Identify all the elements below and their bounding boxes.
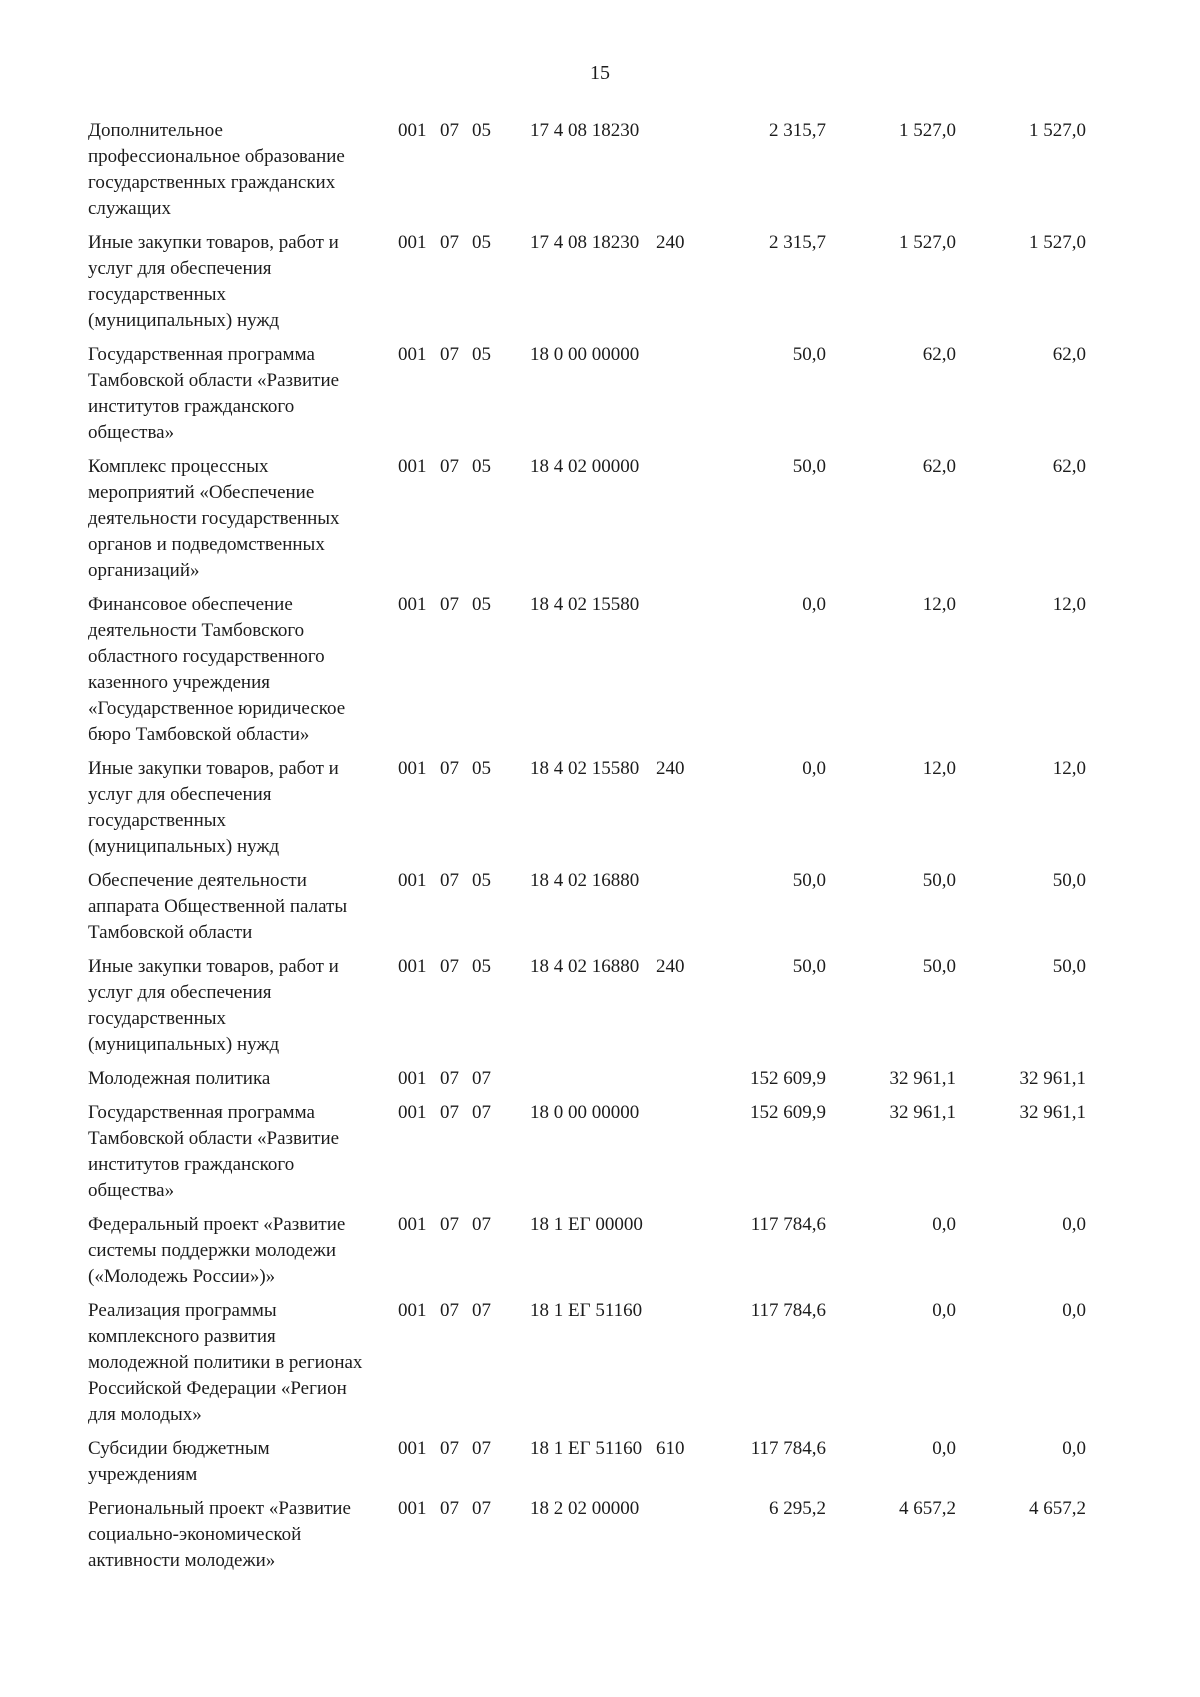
- table-row: [88, 1212, 1086, 1298]
- row-cs: 18 4 02 16880: [530, 956, 640, 977]
- row-v2: 12,0: [922, 758, 956, 779]
- row-rz: 07: [440, 1498, 459, 1519]
- row-ved: 001: [398, 120, 427, 141]
- table-row: [88, 118, 1086, 230]
- row-v2: 0,0: [932, 1214, 956, 1235]
- row-name: Финансовое обеспечение деятельности Тамбовского областного государственного казенного учреждения «Государственное юридическое бюро Тамбовской области»: [88, 594, 346, 745]
- row-cs: 17 4 08 18230: [530, 120, 640, 141]
- row-name: Иные закупки товаров, работ и услуг для обеспечения государственных (муниципальных) нужд: [88, 232, 339, 331]
- row-rz: 07: [440, 456, 459, 477]
- row-v2: 0,0: [932, 1438, 956, 1459]
- row-v3: 0,0: [1062, 1214, 1086, 1235]
- row-vr: [650, 118, 706, 230]
- row-ved: 001: [398, 594, 427, 615]
- row-vr: [650, 1066, 706, 1100]
- row-cs: 18 1 ЕГ 00000: [530, 1214, 643, 1235]
- row-ved: 001: [398, 956, 427, 977]
- row-vr: 240: [656, 758, 685, 779]
- row-rz: 07: [440, 1214, 459, 1235]
- row-ved: 001: [398, 456, 427, 477]
- row-v1: 50,0: [792, 456, 826, 477]
- row-v2: 4 657,2: [899, 1498, 956, 1519]
- table-row: [88, 230, 1086, 342]
- row-pr: 07: [472, 1068, 491, 1089]
- row-ved: 001: [398, 1102, 427, 1123]
- row-name: Комплекс процессных мероприятий «Обеспечение деятельности государственных органов и подведомственных организаций»: [88, 456, 340, 581]
- row-v3: 50,0: [1052, 870, 1086, 891]
- row-v3: 32 961,1: [1019, 1102, 1086, 1123]
- row-rz: 07: [440, 120, 459, 141]
- row-ved: 001: [398, 1498, 427, 1519]
- row-v1: 0,0: [802, 594, 826, 615]
- table-row: [88, 1496, 1086, 1582]
- row-v1: 117 784,6: [750, 1438, 826, 1459]
- row-cs: 18 0 00 00000: [530, 1102, 640, 1123]
- row-rz: 07: [440, 1068, 459, 1089]
- row-v3: 62,0: [1052, 456, 1086, 477]
- row-name: Субсидии бюджетным учреждениям: [88, 1438, 270, 1485]
- row-v1: 50,0: [792, 870, 826, 891]
- row-v2: 62,0: [922, 344, 956, 365]
- row-name: Государственная программа Тамбовской области «Развитие институтов гражданского общества»: [88, 344, 340, 443]
- row-pr: 07: [472, 1438, 491, 1459]
- row-v3: 62,0: [1052, 344, 1086, 365]
- row-pr: 07: [472, 1214, 491, 1235]
- row-rz: 07: [440, 594, 459, 615]
- row-v2: 1 527,0: [899, 120, 956, 141]
- row-ved: 001: [398, 1214, 427, 1235]
- table-row: [88, 868, 1086, 954]
- row-v1: 6 295,2: [769, 1498, 826, 1519]
- row-vr: [650, 1298, 706, 1436]
- row-cs: 18 4 02 15580: [530, 758, 640, 779]
- row-v2: 1 527,0: [899, 232, 956, 253]
- row-pr: 07: [472, 1102, 491, 1123]
- row-rz: 07: [440, 232, 459, 253]
- row-name: Дополнительное профессиональное образование государственных гражданских служащих: [88, 120, 345, 219]
- row-vr: [650, 1496, 706, 1582]
- row-v2: 12,0: [922, 594, 956, 615]
- row-cs: 18 4 02 15580: [530, 594, 640, 615]
- row-vr: [650, 342, 706, 454]
- row-name: Молодежная политика: [88, 1068, 271, 1089]
- row-pr: 07: [472, 1300, 491, 1321]
- table-body: [88, 118, 1086, 1582]
- row-pr: 05: [472, 120, 491, 141]
- row-pr: 07: [472, 1498, 491, 1519]
- row-pr: 05: [472, 956, 491, 977]
- row-v1: 152 609,9: [750, 1068, 826, 1089]
- page-number: 15: [590, 62, 610, 84]
- row-name: Иные закупки товаров, работ и услуг для обеспечения государственных (муниципальных) нужд: [88, 956, 339, 1055]
- row-v1: 2 315,7: [769, 120, 826, 141]
- row-rz: 07: [440, 870, 459, 891]
- row-v1: 152 609,9: [750, 1102, 826, 1123]
- row-v3: 1 527,0: [1029, 120, 1086, 141]
- row-v2: 32 961,1: [889, 1102, 956, 1123]
- row-ved: 001: [398, 1438, 427, 1459]
- row-name: Иные закупки товаров, работ и услуг для обеспечения государственных (муниципальных) нужд: [88, 758, 339, 857]
- row-v3: 50,0: [1052, 956, 1086, 977]
- row-cs: 18 1 ЕГ 51160: [530, 1300, 643, 1321]
- row-cs: 18 0 00 00000: [530, 344, 640, 365]
- table-row: [88, 1100, 1086, 1212]
- table-row: [88, 592, 1086, 756]
- row-pr: 05: [472, 456, 491, 477]
- row-v2: 0,0: [932, 1300, 956, 1321]
- row-vr: [650, 868, 706, 954]
- row-cs: [512, 1066, 650, 1100]
- table-row: [88, 454, 1086, 592]
- row-cs: 18 1 ЕГ 51160: [530, 1438, 643, 1459]
- row-pr: 05: [472, 344, 491, 365]
- row-vr: [650, 1100, 706, 1212]
- row-rz: 07: [440, 1300, 459, 1321]
- row-v3: 4 657,2: [1029, 1498, 1086, 1519]
- row-ved: 001: [398, 758, 427, 779]
- table-row: [88, 954, 1086, 1066]
- row-name: Федеральный проект «Развитие системы поддержки молодежи («Молодежь России»)»: [88, 1214, 346, 1287]
- row-name: Государственная программа Тамбовской области «Развитие институтов гражданского общества»: [88, 1102, 340, 1201]
- row-v3: 0,0: [1062, 1300, 1086, 1321]
- row-v2: 50,0: [922, 956, 956, 977]
- row-cs: 18 4 02 16880: [530, 870, 640, 891]
- row-v1: 2 315,7: [769, 232, 826, 253]
- row-v3: 12,0: [1052, 594, 1086, 615]
- row-v3: 0,0: [1062, 1438, 1086, 1459]
- row-ved: 001: [398, 232, 427, 253]
- row-name: Обеспечение деятельности аппарата Общественной палаты Тамбовской области: [88, 870, 348, 943]
- row-pr: 05: [472, 232, 491, 253]
- row-vr: [650, 1212, 706, 1298]
- row-vr: [650, 592, 706, 756]
- row-rz: 07: [440, 758, 459, 779]
- row-v1: 50,0: [792, 344, 826, 365]
- table-row: [88, 1436, 1086, 1496]
- row-v2: 62,0: [922, 456, 956, 477]
- row-v2: 32 961,1: [889, 1068, 956, 1089]
- row-name: Региональный проект «Развитие социально-экономической активности молодежи»: [88, 1498, 351, 1571]
- row-rz: 07: [440, 1438, 459, 1459]
- row-pr: 05: [472, 594, 491, 615]
- row-vr: 240: [656, 232, 685, 253]
- table-row: [88, 1298, 1086, 1436]
- row-vr: 610: [656, 1438, 685, 1459]
- table-row: [88, 1066, 1086, 1100]
- row-v2: 50,0: [922, 870, 956, 891]
- budget-table: [88, 118, 1086, 1582]
- row-pr: 05: [472, 870, 491, 891]
- row-ved: 001: [398, 344, 427, 365]
- row-ved: 001: [398, 870, 427, 891]
- table-row: [88, 756, 1086, 868]
- row-v1: 117 784,6: [750, 1214, 826, 1235]
- row-v1: 50,0: [792, 956, 826, 977]
- row-cs: 18 4 02 00000: [530, 456, 640, 477]
- table-row: [88, 342, 1086, 454]
- row-rz: 07: [440, 344, 459, 365]
- row-v1: 0,0: [802, 758, 826, 779]
- row-v3: 12,0: [1052, 758, 1086, 779]
- row-v1: 117 784,6: [750, 1300, 826, 1321]
- row-pr: 05: [472, 758, 491, 779]
- row-rz: 07: [440, 1102, 459, 1123]
- row-vr: 240: [656, 956, 685, 977]
- row-ved: 001: [398, 1068, 427, 1089]
- row-name: Реализация программы комплексного развития молодежной политики в регионах Российской Федерации «Регион для молодых»: [88, 1300, 363, 1425]
- row-cs: 17 4 08 18230: [530, 232, 640, 253]
- row-v3: 32 961,1: [1019, 1068, 1086, 1089]
- row-vr: [650, 454, 706, 592]
- row-cs: 18 2 02 00000: [530, 1498, 640, 1519]
- row-rz: 07: [440, 956, 459, 977]
- row-ved: 001: [398, 1300, 427, 1321]
- row-v3: 1 527,0: [1029, 232, 1086, 253]
